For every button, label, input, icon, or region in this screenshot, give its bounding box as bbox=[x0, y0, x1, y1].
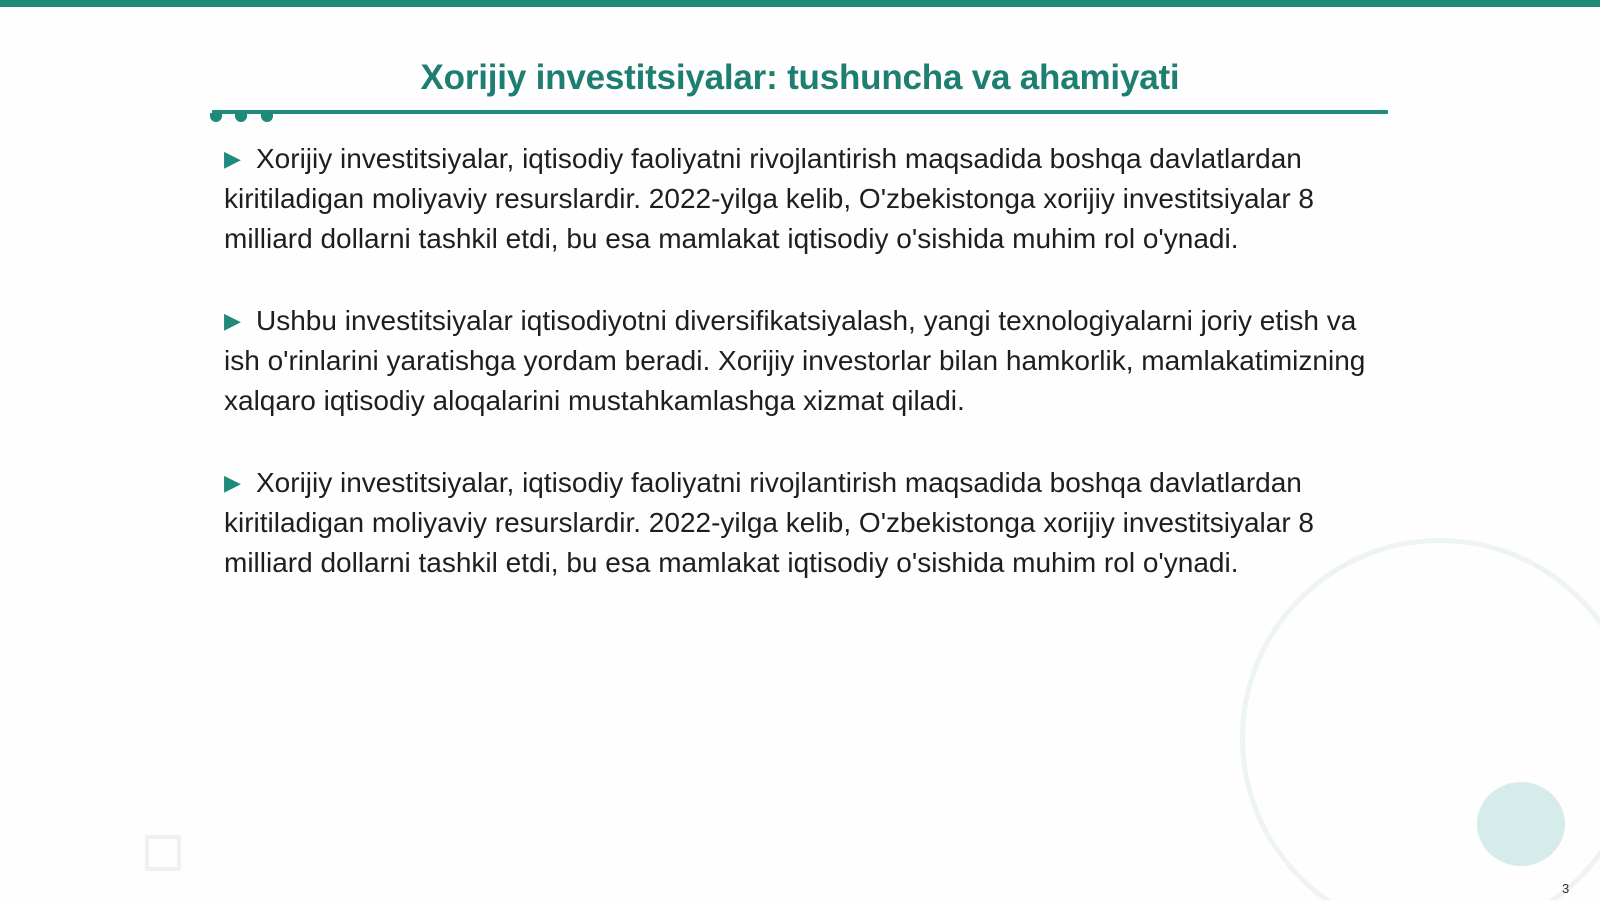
bullet-text: Ushbu investitsiyalar iqtisodiyotni diversifikatsiyalash, yangi texnologiyalarni joriy etish va ish o'rinlarini yaratishga yordam beradi. Xorijiy investorlar bilan hamkorlik, mamlakatimizning xalqaro iqtisodiy aloqalarini mustahkamlashga xizmat qiladi. bbox=[224, 305, 1366, 416]
top-accent-bar bbox=[0, 0, 1600, 7]
title-underline bbox=[212, 110, 1388, 114]
bullet-list bbox=[224, 139, 1384, 625]
decorative-dot bbox=[261, 113, 273, 122]
slide-title: Xorijiy investitsiyalar: tushuncha va ahamiyati bbox=[420, 58, 1180, 97]
bullet-text: Xorijiy investitsiyalar, iqtisodiy faoliyatni rivojlantirish maqsadida boshqa davlatlardan kiritiladigan moliyaviy resurslardir. 2022-yilga kelib, O'zbekistonga xorijiy investitsiyalar 8 milliard dollarni tashkil etdi, bu esa mamlakat iqtisodiy o'sishida muhim rol o'ynadi. bbox=[224, 467, 1315, 578]
play-arrow-icon: ▶ bbox=[224, 146, 241, 171]
bullet-item bbox=[224, 301, 1384, 421]
play-arrow-icon: ▶ bbox=[224, 470, 241, 495]
play-arrow-icon: ▶ bbox=[224, 308, 241, 333]
bullet-item bbox=[224, 463, 1384, 583]
decorative-dot bbox=[235, 113, 247, 122]
page-number: 3 bbox=[1562, 881, 1570, 896]
bullet-text: Xorijiy investitsiyalar, iqtisodiy faoliyatni rivojlantirish maqsadida boshqa davlatlardan kiritiladigan moliyaviy resurslardir. 2022-yilga kelib, O'zbekistonga xorijiy investitsiyalar 8 milliard dollarni tashkil etdi, bu esa mamlakat iqtisodiy o'sishida muhim rol o'ynadi. bbox=[224, 143, 1315, 254]
decorative-square bbox=[145, 835, 181, 871]
decorative-dot bbox=[210, 113, 222, 122]
decorative-circle bbox=[1477, 782, 1565, 866]
bullet-item bbox=[224, 139, 1384, 259]
